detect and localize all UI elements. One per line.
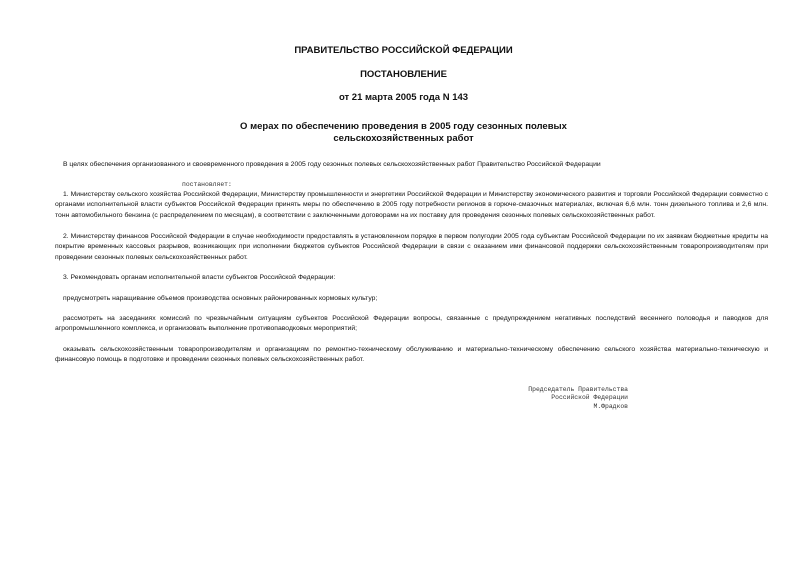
paragraph-3: 3. Рекомендовать органам исполнительной власти субъектов Российской Федерации:: [63, 274, 336, 281]
document-title-line-1: О мерах по обеспечению проведения в 2005 году сезонных полевых: [240, 121, 567, 132]
government-heading: ПРАВИТЕЛЬСТВО РОССИЙСКОЙ ФЕДЕРАЦИИ: [294, 45, 513, 56]
preamble-paragraph: В целях обеспечения организованного и своевременного проведения в 2005 году сезонных полевых сельскохозяйственных работ Правительство Российской Федерации: [63, 161, 601, 168]
signature-title: Председатель Правительства: [528, 386, 628, 393]
document-date-number: от 21 марта 2005 года N 143: [338, 92, 469, 103]
document-type: ПОСТАНОВЛЕНИЕ: [360, 69, 447, 80]
paragraph-3-item-c: оказывать сельскохозяйственным товаропроизводителям и организациям по ремонтно-техническому обслуживанию и материально-техническому обеспечению сельского хозяйства материально-техническую и финансовую помощь в подготовке и проведении сезонных полевых сельскохозяйственных работ.: [55, 346, 768, 364]
paragraph-1: 1. Министерству сельского хозяйства Российской Федерации, Министерству промышленности и энергетики Российской Федерации и Министерству экономического развития и торговли Российской Федерации совместно с органами исполнительной власти субъектов Российской Федерации принять меры по обеспечению в 2005 году потребности регионов в горюче-смазочных материалах, включая 6,6 млн. тонн дизельного топлива и 2,6 млн. тонн автомобильного бензина (с распределением по месяцам), в соответствии с заключенными договорами на их поставку для проведения сезонных полевых сельскохозяйственных работ.: [55, 191, 768, 219]
paragraph-3-item-a: предусмотреть наращивание объемов производства основных районированных кормовых культур;: [63, 295, 378, 302]
document-title-line-2: сельскохозяйственных работ: [333, 133, 474, 144]
resolves-label: постановляет:: [182, 181, 232, 188]
paragraph-3-item-b: рассмотреть на заседаниях комиссий по чрезвычайным ситуациям субъектов Российской Федерации вопросы, связанные с предупреждением негативных последствий весеннего половодья и паводков для агропромышленного комплекса, и организовать выполнение противопаводковых мероприятий;: [55, 315, 768, 333]
signature-name: М.Фрадков: [593, 402, 628, 410]
signature-block: [487, 386, 628, 411]
document-title: [0, 121, 807, 145]
paragraph-2: 2. Министерству финансов Российской Федерации в случае необходимости предоставлять в установленном порядке в первом полугодии 2005 года субъектам Российской Федерации по их заявкам бюджетные кредиты на покрытие временных кассовых разрывов, возникающих при исполнении бюджетов субъектов Российской Федерации в связи с оказанием ими финансовой поддержки сельскохозяйственным товаропроизводителям при проведении сезонных полевых сельскохозяйственных работ.: [55, 233, 768, 261]
signature-organization: Российской Федерации: [551, 394, 628, 402]
